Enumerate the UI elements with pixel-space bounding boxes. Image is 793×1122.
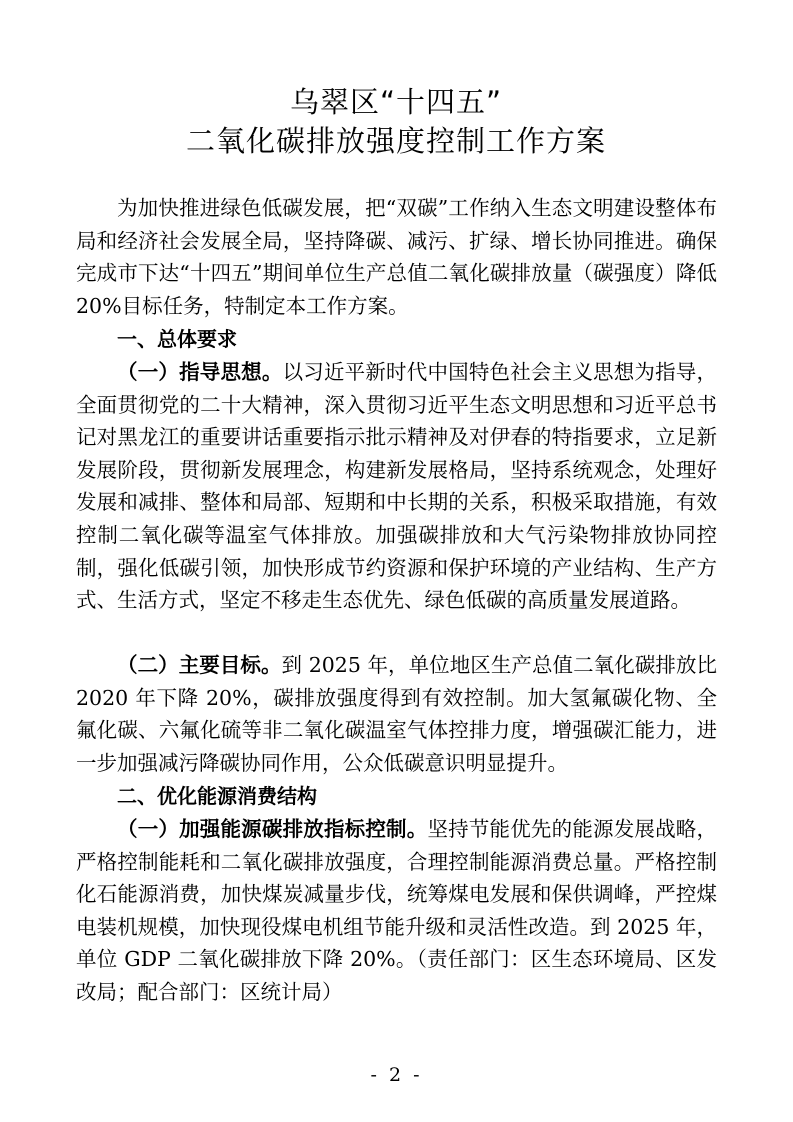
document-title-line1: 乌翠区“十四五” <box>289 85 503 119</box>
intro-paragraph: 为加快推进绿色低碳发展，把“双碳”工作纳入生态文明建设整体布局和经济社会发展全局，坚持降碳、减污、扩绿、增长协同推进。确保完成市下达“十四五”期间单位生产总值二氧化碳排放量（碳强度）降低20%目标任务，特制定本工作方案。 <box>76 196 717 318</box>
paragraph-guiding-ideology <box>76 356 717 617</box>
section-heading-overall-requirements: 一、总体要求 <box>117 327 237 351</box>
paragraph-body: 到 2025 年，单位地区生产总值二氧化碳排放比 2020 年下降 20%，碳排放强度得到有效控制。加大氢氟碳化物、全氟化碳、六氟化硫等非二氧化碳温室气体控排力度，增强碳汇能力，进一步加强减污降碳协同作用，公众低碳意识明显提升。 <box>76 653 718 775</box>
paragraph-body: 坚持节能优先的能源发展战略，严格控制能耗和二氧化碳排放强度，合理控制能源消费总量。严格控制化石能源消费，加快煤炭减量步伐，统筹煤电发展和保供调峰，严控煤电装机规模，加快现役煤电机组节能升级和灵活性改造。到 2025 年，单位 GDP 二氧化碳排放下降 20%。（责任部门：区生态环境局、区发改局；配合部门：区统计局） <box>76 817 718 1004</box>
paragraph-main-targets <box>76 649 717 779</box>
paragraph-lead: （二）主要目标。 <box>117 653 282 677</box>
paragraph-energy-carbon-control <box>76 813 717 1009</box>
document-title-line2: 二氧化碳排放强度控制工作方案 <box>185 124 606 158</box>
paragraph-lead: （一）加强能源碳排放指标控制。 <box>117 817 428 841</box>
section-heading-energy-structure: 二、优化能源消费结构 <box>117 784 317 808</box>
paragraph-body: 以习近平新时代中国特色社会主义思想为指导，全面贯彻党的二十大精神，深入贯彻习近平生态文明思想和习近平总书记对黑龙江的重要讲话重要指示批示精神及对伊春的特指要求，立足新发展阶段，贯彻新发展理念，构建新发展格局，坚持系统观念，处理好发展和减排、整体和局部、短期和中长期的关系，积极采取措施，有效控制二氧化碳等温室气体排放。加强碳排放和大气污染物排放协同控制，强化低碳引领，加快形成节约资源和保护环境的产业结构、生产方式、生活方式，坚定不移走生态优先、绿色低碳的高质量发展道路。 <box>76 360 718 613</box>
paragraph-lead: （一）指导思想。 <box>117 360 283 384</box>
page-number: - 2 - <box>370 1064 423 1086</box>
